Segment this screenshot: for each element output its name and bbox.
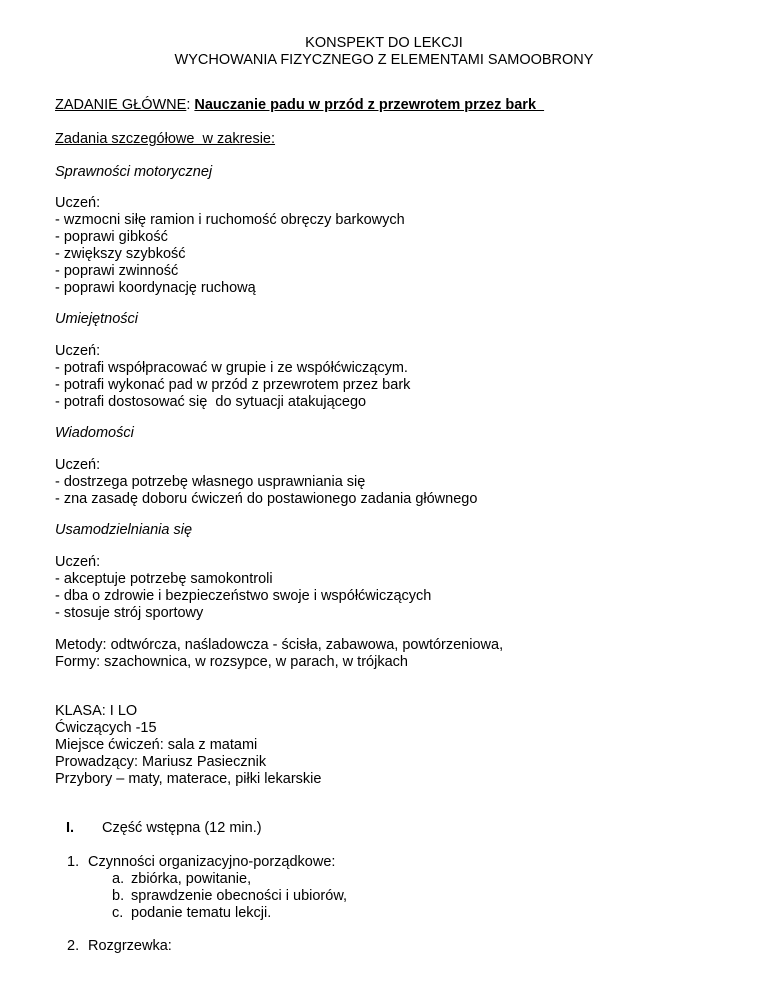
info-line: Prowadzący: Mariusz Pasiecznik: [55, 754, 267, 770]
main-task: [55, 97, 544, 114]
section-heading: Umiejętności: [55, 311, 138, 327]
substep-text: podanie tematu lekcji.: [131, 905, 272, 921]
detailed-tasks-heading: Zadania szczegółowe w zakresie:: [55, 131, 276, 147]
list-item: - zwiększy szybkość: [55, 246, 186, 262]
list-item: - dba o zdrowie i bezpieczeństwo swoje i współćwiczących: [55, 588, 432, 604]
section-intro: Uczeń:: [55, 554, 101, 570]
info-line: Miejsce ćwiczeń: sala z matami: [55, 737, 258, 753]
step-text: Rozgrzewka:: [88, 938, 172, 954]
substep-text: sprawdzenie obecności i ubiorów,: [131, 888, 348, 904]
list-item: - stosuje strój sportowy: [55, 605, 204, 621]
step-number: 1.: [67, 854, 80, 870]
list-item: - wzmocni siłę ramion i ruchomość obręczy barkowych: [55, 212, 405, 228]
list-item: - poprawi gibkość: [55, 229, 168, 245]
section-intro: Uczeń:: [55, 343, 101, 359]
substep-letter: a.: [112, 871, 125, 887]
substep-text: zbiórka, powitanie,: [131, 871, 252, 887]
title-line-2: WYCHOWANIA FIZYCZNEGO Z ELEMENTAMI SAMOOBRONY: [174, 52, 594, 68]
info-line: KLASA: I LO: [55, 703, 138, 719]
list-item: - potrafi wykonać pad w przód z przewrotem przez bark: [55, 377, 411, 393]
step-text: Czynności organizacyjno-porządkowe:: [88, 854, 336, 870]
substep-letter: c.: [112, 905, 124, 921]
section-heading: Usamodzielniania się: [55, 522, 193, 538]
list-item: - dostrzega potrzebę własnego usprawniania się: [55, 474, 366, 490]
list-item: - poprawi zwinność: [55, 263, 179, 279]
part-title: Część wstępna (12 min.): [102, 820, 262, 836]
substep-letter: b.: [112, 888, 125, 904]
section-intro: Uczeń:: [55, 457, 101, 473]
list-item: - potrafi współpracować w grupie i ze współćwiczącym.: [55, 360, 408, 376]
section-intro: Uczeń:: [55, 195, 101, 211]
section-heading: Wiadomości: [55, 425, 134, 441]
info-line: Przybory – maty, materace, piłki lekarskie: [55, 771, 322, 787]
main-task-label: ZADANIE GŁÓWNE: [55, 97, 187, 113]
main-task-colon: :: [186, 97, 195, 113]
list-item: - potrafi dostosować się do sytuacji atakującego: [55, 394, 367, 410]
methods-line: Metody: odtwórcza, naśladowcza - ścisła, zabawowa, powtórzeniowa,: [55, 637, 504, 653]
info-line: Ćwiczących -15: [55, 720, 157, 736]
title-line-1: KONSPEKT DO LEKCJI: [305, 35, 463, 51]
main-task-value: Nauczanie padu w przód z przewrotem przez bark: [194, 97, 545, 113]
part-numeral: I.: [66, 820, 75, 836]
list-item: - akceptuje potrzebę samokontroli: [55, 571, 273, 587]
list-item: - zna zasadę doboru ćwiczeń do postawionego zadania głównego: [55, 491, 478, 507]
section-heading: Sprawności motorycznej: [55, 164, 213, 180]
list-item: - poprawi koordynację ruchową: [55, 280, 256, 296]
step-number: 2.: [67, 938, 80, 954]
forms-line: Formy: szachownica, w rozsypce, w parach, w trójkach: [55, 654, 408, 670]
